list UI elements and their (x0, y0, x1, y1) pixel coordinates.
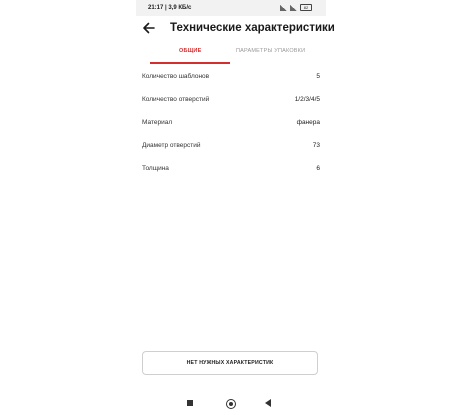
circle-icon[interactable] (226, 399, 236, 409)
spec-label: Материал (142, 119, 173, 126)
wifi-icon (290, 5, 297, 11)
spec-label: Количество шаблонов (142, 73, 210, 80)
spec-value: фанера (296, 119, 320, 126)
spec-row (142, 112, 320, 135)
spec-value: 73 (312, 142, 320, 149)
spec-label: Диаметр отверстий (142, 142, 201, 149)
status-bar (136, 0, 326, 16)
no-needed-characteristics-button[interactable]: НЕТ НУЖНЫХ ХАРАКТЕРИСТИК (142, 351, 318, 375)
page-title: Технические характеристики (170, 22, 335, 34)
spec-label: Количество отверстий (142, 96, 210, 103)
triangle-back-icon[interactable] (265, 399, 271, 407)
arrow-left-icon[interactable] (142, 21, 156, 35)
tab-packaging-params[interactable]: ПАРАМЕТРЫ УПАКОВКИ (236, 48, 306, 54)
tab-bar (136, 44, 326, 64)
active-tab-indicator (150, 62, 230, 64)
spec-row (142, 66, 320, 89)
spec-row (142, 158, 320, 181)
tab-general[interactable]: ОБЩИЕ (179, 48, 202, 54)
app-bar (136, 16, 335, 42)
system-nav-bar (136, 392, 326, 415)
phone-screen (136, 0, 335, 415)
battery-icon: 82 (300, 4, 312, 11)
spec-value: 1/2/3/4/5 (294, 96, 320, 103)
signal-icon (280, 5, 287, 11)
spec-row (142, 89, 320, 112)
square-icon[interactable] (187, 400, 193, 406)
spec-list (142, 66, 320, 181)
spec-value: 5 (316, 73, 320, 80)
status-icons (280, 4, 312, 11)
spec-value: 6 (316, 165, 320, 172)
status-time: 21:17 | 3,9 КБ/с (148, 5, 192, 11)
spec-row (142, 135, 320, 158)
spec-label: Толщина (142, 165, 169, 172)
